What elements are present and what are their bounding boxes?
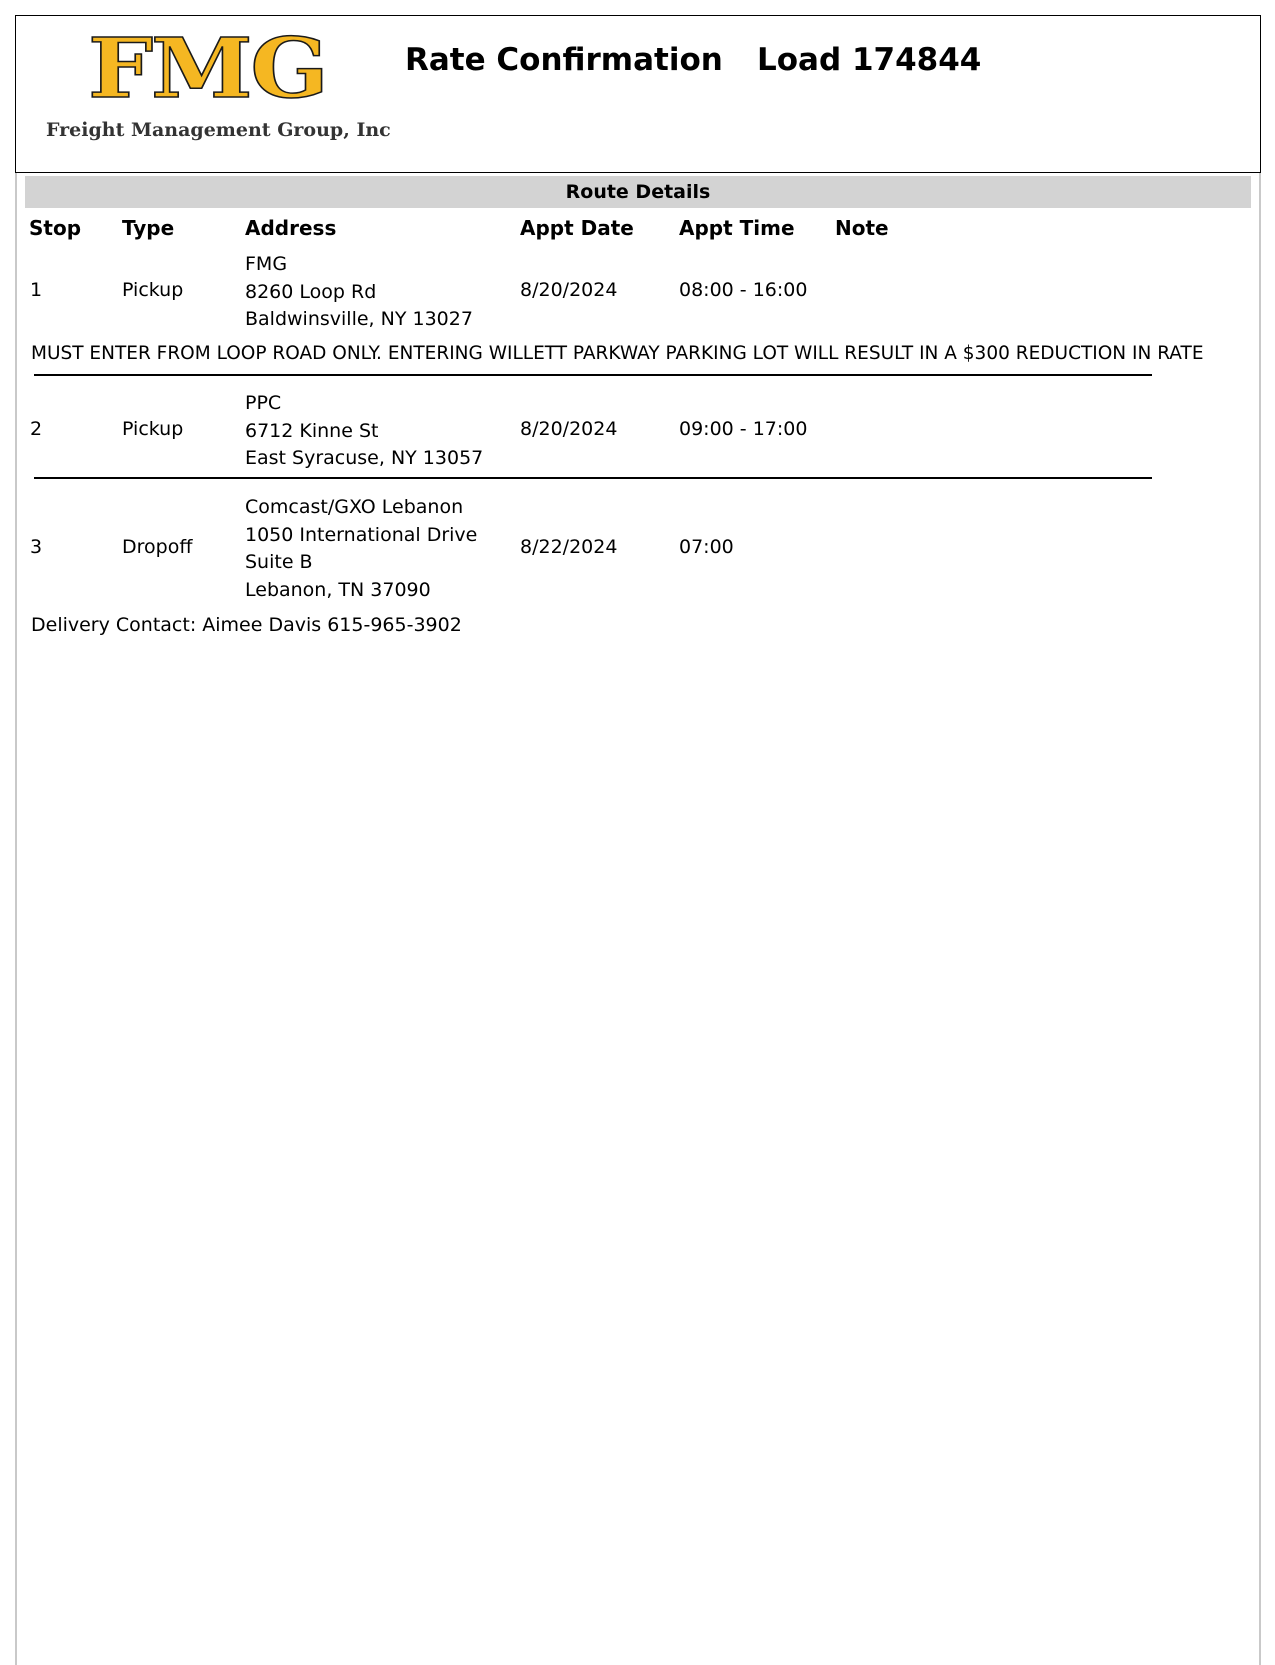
stop-remark: MUST ENTER FROM LOOP ROAD ONLY. ENTERING WILLETT PARKWAY PARKING LOT WILL RESULT IN A $300 REDUCTION IN RATE bbox=[31, 343, 1204, 364]
column-header-stop: Stop bbox=[29, 216, 82, 240]
delivery-contact: Delivery Contact: Aimee Davis 615-965-3902 bbox=[31, 614, 462, 636]
address-line: Lebanon, TN 37090 bbox=[245, 578, 431, 601]
route-details-header: Route Details bbox=[25, 176, 1251, 208]
stop-number: 3 bbox=[30, 536, 43, 558]
row-divider bbox=[34, 374, 1152, 376]
address-line: PPC bbox=[245, 392, 282, 414]
address-line: East Syracuse, NY 13057 bbox=[245, 447, 484, 469]
address-line: 6712 Kinne St bbox=[245, 419, 379, 442]
address-line: Suite B bbox=[245, 551, 313, 573]
stop-address bbox=[245, 390, 483, 473]
appt-time: 07:00 bbox=[679, 536, 734, 558]
page-frame bbox=[15, 15, 1261, 1665]
address-line: 8260 Loop Rd bbox=[245, 280, 377, 303]
stop-number: 2 bbox=[30, 418, 43, 440]
company-name: Freight Management Group, Inc bbox=[46, 119, 391, 141]
stop-type: Pickup bbox=[122, 418, 184, 440]
address-line: Comcast/GXO Lebanon bbox=[245, 496, 464, 518]
stop-type: Dropoff bbox=[122, 536, 193, 558]
row-divider bbox=[34, 477, 1152, 479]
column-header-appt-date: Appt Date bbox=[520, 216, 634, 240]
column-header-appt-time: Appt Time bbox=[679, 216, 795, 240]
stop-address bbox=[245, 251, 473, 334]
load-number: Load 174844 bbox=[757, 42, 982, 78]
appt-time: 09:00 - 17:00 bbox=[679, 418, 808, 440]
appt-time: 08:00 - 16:00 bbox=[679, 279, 808, 301]
fmg-logo: FMG bbox=[88, 21, 327, 117]
stop-type: Pickup bbox=[122, 279, 184, 301]
appt-date: 8/22/2024 bbox=[520, 536, 618, 558]
column-header-type: Type bbox=[122, 216, 175, 240]
address-line: 1050 International Drive bbox=[245, 523, 478, 546]
column-header-address: Address bbox=[245, 216, 337, 240]
document-title: Rate Confirmation bbox=[405, 42, 723, 78]
stop-number: 1 bbox=[30, 279, 43, 301]
column-header-note: Note bbox=[835, 216, 889, 240]
address-line: Baldwinsville, NY 13027 bbox=[245, 308, 473, 330]
appt-date: 8/20/2024 bbox=[520, 418, 618, 440]
stop-address bbox=[245, 494, 477, 604]
appt-date: 8/20/2024 bbox=[520, 279, 618, 301]
address-line: FMG bbox=[245, 253, 288, 275]
